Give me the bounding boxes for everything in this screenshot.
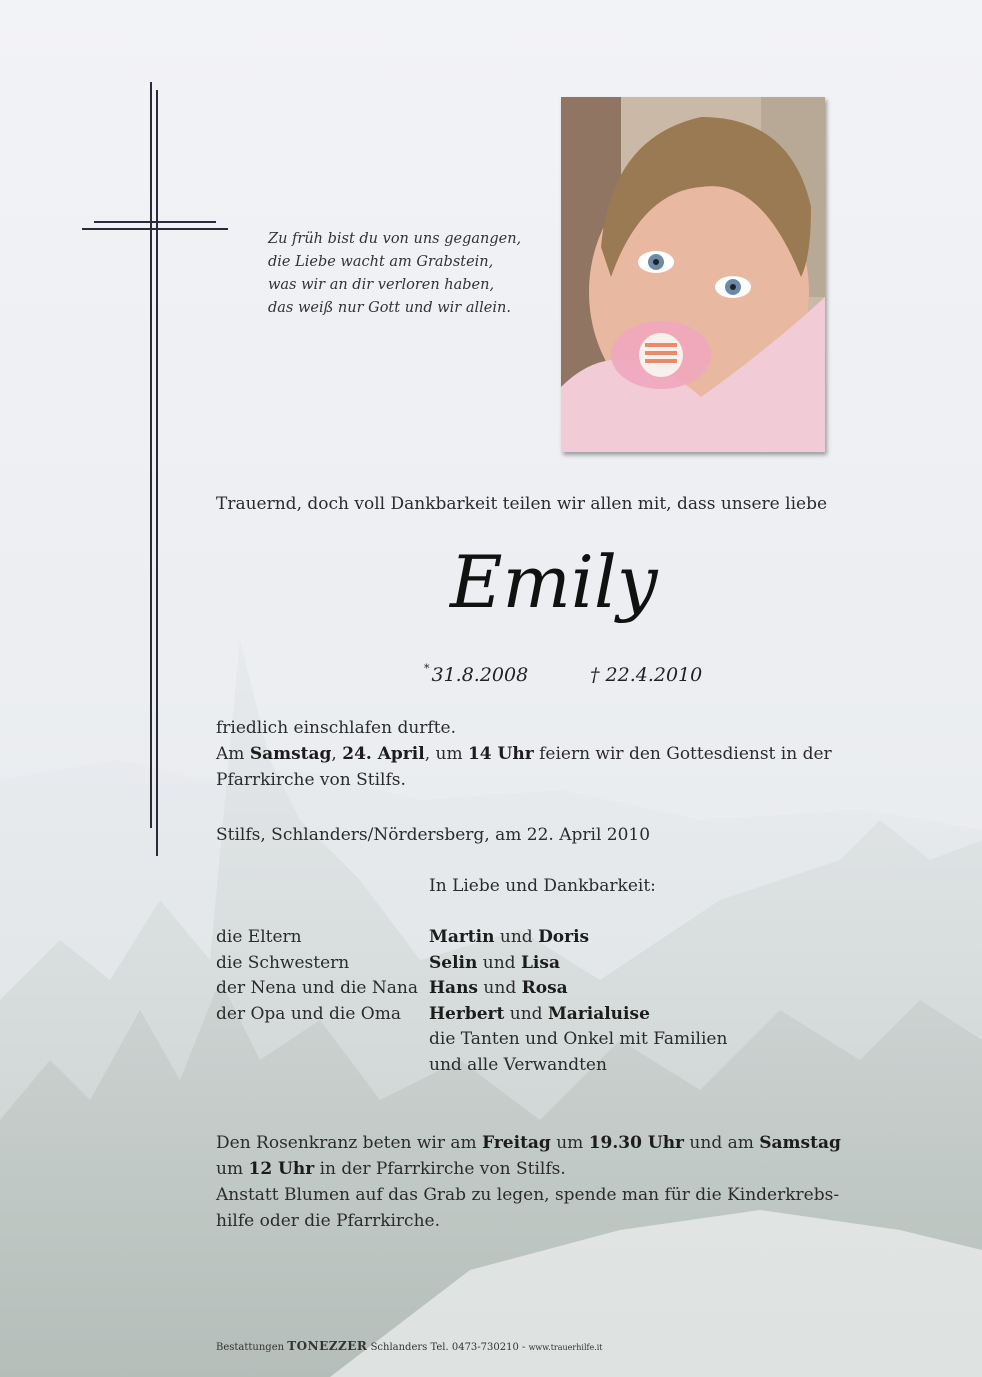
rosary-line-2: [216, 1156, 841, 1182]
mourner-name: Marialuise: [547, 1003, 650, 1024]
poem-line: die Liebe wacht am Grabstein,: [268, 254, 494, 270]
mourner-role: der Opa und die Oma: [216, 1003, 401, 1024]
service-day: Samstag: [249, 744, 332, 764]
mourner-name: Herbert: [429, 1003, 505, 1024]
mourner-name: Martin: [429, 927, 495, 947]
service-text: ,: [331, 744, 343, 764]
poem-line: das weiß nur Gott und wir allein.: [268, 300, 511, 316]
rosary-day: Samstag: [759, 1133, 841, 1153]
rosary-time: 19.30 Uhr: [588, 1133, 685, 1153]
donation-line-2: hilfe oder die Pfarrkirche.: [216, 1211, 440, 1231]
birth-date-value: 31.8.2008: [431, 664, 529, 686]
rosary-text: und am: [684, 1133, 760, 1153]
intro-text: Trauernd, doch voll Dankbarkeit teilen wir allen mit, dass unsere liebe: [216, 494, 828, 514]
rosary-text: in der Pfarrkirche von Stilfs.: [314, 1159, 566, 1179]
mourner-name: Doris: [538, 927, 590, 947]
service-line: [216, 741, 832, 767]
mourner-roles: [216, 925, 418, 1027]
rosary-text: Den Rosenkranz beten wir am: [216, 1133, 483, 1153]
mourners-heading: In Liebe und Dankbarkeit:: [429, 876, 656, 896]
mourner-names: [429, 925, 727, 1079]
mourner-name-row: [429, 1002, 727, 1028]
conjunction: und: [504, 1003, 548, 1024]
birth-date: [424, 664, 528, 686]
service-text: feiern wir den Gottesdienst in der: [533, 744, 832, 764]
mourner-name: Selin: [429, 952, 478, 973]
passed-text: friedlich einschlafen durfte.: [216, 718, 457, 738]
mourner-extra: die Tanten und Onkel mit Familien: [429, 1029, 728, 1050]
birth-star-icon: *: [424, 662, 430, 675]
footer-contact: Schlanders Tel. 0473-730210 -: [367, 1342, 529, 1353]
announcement-block: [216, 715, 832, 793]
mourner-name: Hans: [429, 978, 479, 999]
mourner-extra: und alle Verwandten: [429, 1054, 607, 1075]
mourner-role: der Nena und die Nana: [216, 978, 418, 999]
mourner-name-row: [429, 976, 727, 1002]
rosary-block: [216, 1130, 841, 1234]
conjunction: und: [478, 978, 522, 999]
mourner-name-row: [429, 951, 727, 977]
cross-icon: [80, 80, 230, 860]
memorial-poem: [268, 228, 538, 320]
portrait-photo: [561, 97, 825, 452]
death-date: † 22.4.2010: [590, 664, 703, 686]
mourner-role: die Eltern: [216, 927, 302, 947]
deceased-name: Emily: [450, 540, 658, 624]
service-date: 24. April: [342, 744, 425, 764]
donation-line: Anstatt Blumen auf das Grab zu legen, spende man für die Kinderkrebs-: [216, 1185, 840, 1205]
poem-line: was wir an dir verloren haben,: [268, 277, 495, 293]
conjunction: und: [477, 952, 521, 973]
place-date: Stilfs, Schlanders/Nördersberg, am 22. April 2010: [216, 825, 651, 845]
conjunction: und: [494, 927, 539, 947]
rosary-text: um: [216, 1159, 249, 1179]
service-line-2: Pfarrkirche von Stilfs.: [216, 770, 406, 790]
service-text: , um: [424, 744, 468, 764]
mourner-role: die Schwestern: [216, 952, 350, 973]
service-text: Am: [216, 744, 250, 764]
service-time: 14 Uhr: [467, 744, 534, 764]
mourner-name: Lisa: [520, 952, 560, 973]
mourner-name-row: [429, 925, 727, 951]
footer-label: Bestattungen: [216, 1342, 288, 1353]
rosary-time: 12 Uhr: [248, 1159, 315, 1179]
poem-line: Zu früh bist du von uns gegangen,: [268, 231, 522, 247]
mourner-name: Rosa: [521, 978, 568, 999]
rosary-text: um: [550, 1133, 589, 1153]
funeral-home-footer: [216, 1339, 603, 1353]
funeral-home-brand: TONEZZER: [287, 1339, 368, 1353]
footer-url: www.trauerhilfe.it: [528, 1343, 603, 1352]
rosary-day: Freitag: [482, 1133, 551, 1153]
rosary-line: [216, 1130, 841, 1156]
